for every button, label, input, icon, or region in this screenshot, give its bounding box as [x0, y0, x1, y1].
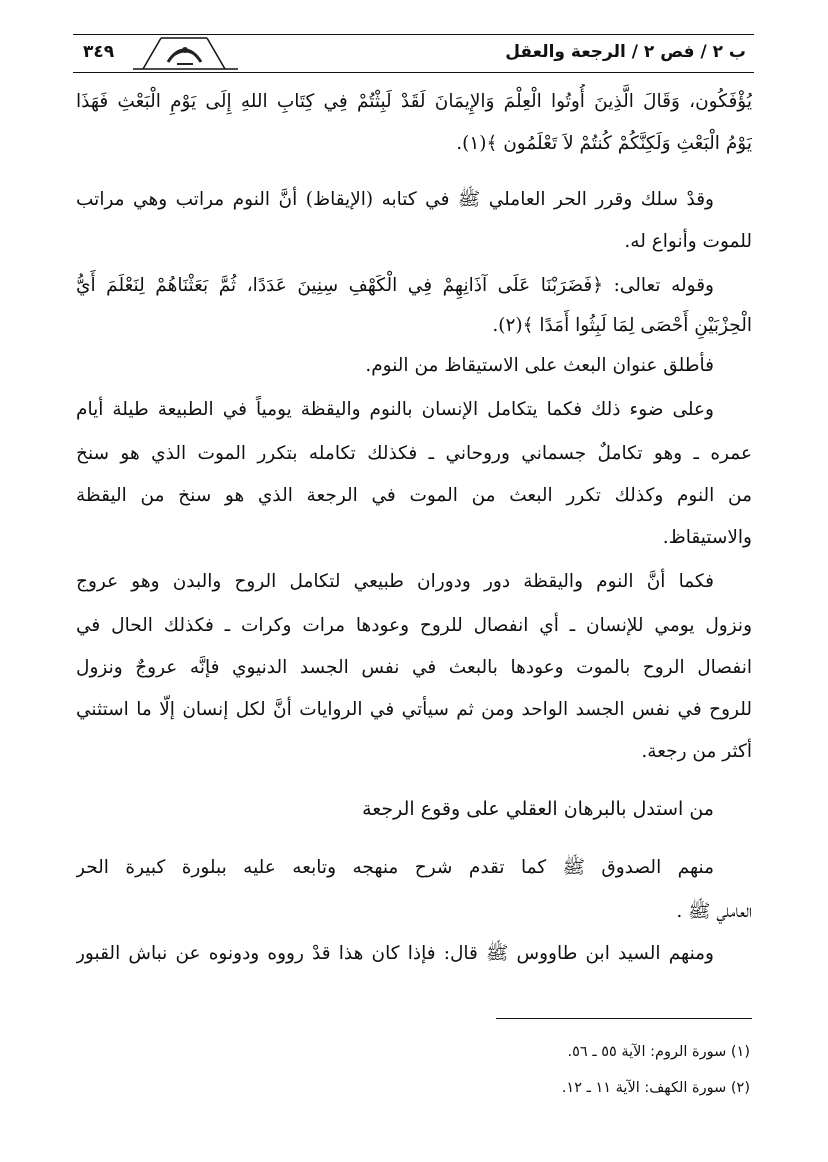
text-line: وعلى ضوء ذلك فكما يتكامل الإنسان بالنوم واليقظة يومياً في الطبيعة طيلة أيام	[76, 399, 714, 420]
text-line: وقدْ سلك وقرر الحر العاملي ﷺ في كتابه (الإيقاظ) أنَّ النوم مراتب وهي مراتب	[76, 189, 714, 210]
text-line: للموت وأنواع له.	[624, 231, 752, 252]
text-line: وقوله تعالى: ﴿فَضَرَبْنَا عَلَى آذَانِهِمْ فِي الْكَهْفِ سِنِينَ عَدَدًا، ثُمَّ بَعَثْنَاهُمْ لِنَعْلَمَ أَيُّ	[76, 275, 714, 296]
text-line: فكما أنَّ النوم واليقظة دور ودوران طبيعي لتكامل الروح والبدن وهو عروج	[76, 571, 714, 592]
text-line: فأطلق عنوان البعث على الاستيقاظ من النوم.	[365, 355, 714, 376]
section-heading: من استدل بالبرهان العقلي على وقوع الرجعة	[362, 798, 714, 820]
text-line: الْحِزْبَيْنِ أَحْصَى لِمَا لَبِثُوا أَمَدًا ﴾(٢).	[492, 315, 752, 336]
footnote-1: (١) سورة الروم: الآية ٥٥ ـ ٥٦.	[567, 1044, 750, 1060]
main-text	[76, 0, 752, 1162]
text-line: أكثر من رجعة.	[641, 741, 752, 762]
footnote-2: (٢) سورة الكهف: الآية ١١ ـ ١٢.	[561, 1080, 750, 1096]
text-line: انفصال الروح بالموت وعودها بالبعث في نفس الجسد الدنيوي فإنَّه عروجٌ ونزول	[76, 657, 752, 678]
text-line: ونزول يومي للإنسان ـ أي انفصال للروح وعودها مرات وكرات ـ فكذلك الحال في	[76, 615, 752, 636]
text-line: العاملي ﷺ .	[676, 901, 752, 922]
header-title: ب ٢ / فص ٢ / الرجعة والعقل	[505, 42, 746, 62]
text-line: عمره ـ وهو تكاملٌ جسماني وروحاني ـ فكذلك تكامله بتكرر الموت الذي هو سنخ	[76, 443, 752, 464]
text-line: من النوم وكذلك تكرر البعث من الموت في الرجعة الذي هو سنخ من اليقظة	[76, 485, 752, 506]
text-line: للروح في نفس الجسد الواحد ومن ثم سيأتي في الروايات أنَّ لكل إنسان إلّا ما استثني	[76, 699, 752, 720]
page-number: ٣٤٩	[83, 42, 115, 62]
text-line: منهم الصدوق ﷺ كما تقدم شرح منهجه وتابعه عليه ببلورة كبيرة الحر	[76, 857, 714, 878]
text-line: والاستيقاظ.	[662, 527, 752, 548]
text-line: ومنهم السيد ابن طاووس ﷺ قال: فإذا كان هذا قدْ رووه ودونوه عن نباش القبور	[76, 943, 714, 964]
footnote-divider	[496, 1018, 752, 1019]
text-line: يَوْمُ الْبَعْثِ وَلَكِنَّكُمْ كُنتُمْ لاَ تَعْلَمُون ﴾(١).	[456, 133, 752, 154]
text-line: يُؤْفَكُون، وَقَالَ الَّذِينَ أُوتُوا الْعِلْمَ وَالإِيمَانَ لَقَدْ لَبِثْتُمْ فِي كِتَابِ اللهِ إِلَى يَوْمِ الْبَعْثِ فَهَذَا	[76, 91, 752, 112]
